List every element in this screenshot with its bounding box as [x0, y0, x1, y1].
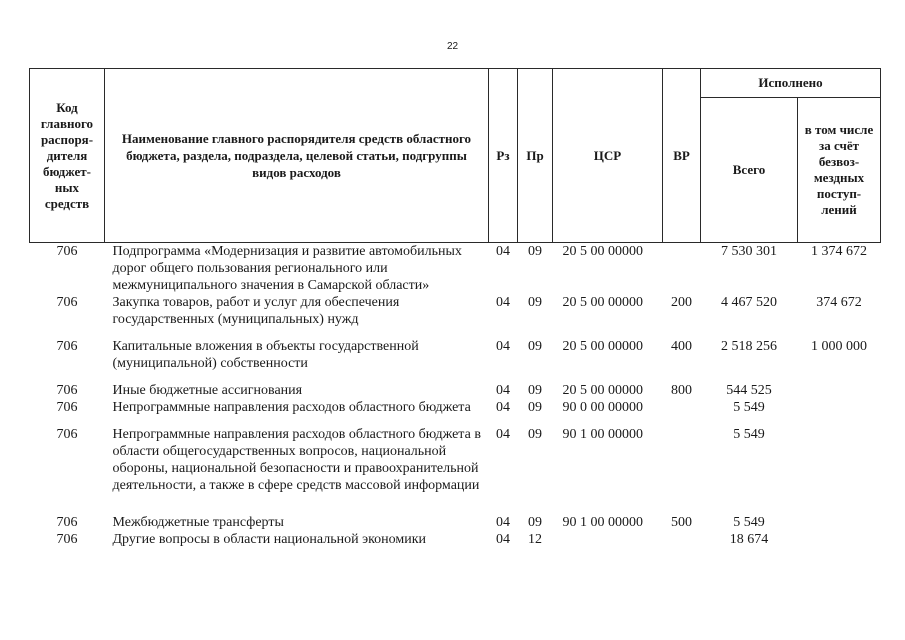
header-csr: ЦСР	[553, 69, 663, 243]
cell-pr: 09	[528, 427, 542, 442]
cell-rz: 04	[496, 532, 510, 547]
cell-name: Другие вопросы в области национальной экономики	[112, 532, 427, 547]
header-code: Код главного распоря-дителя бюджет-ных средств	[30, 69, 105, 243]
table-row	[30, 426, 881, 514]
cell-csr: 90 1 00 00000	[562, 427, 643, 442]
table-row	[30, 399, 881, 426]
cell-name: Иные бюджетные ассигнования	[112, 383, 303, 398]
cell-rz: 04	[496, 244, 510, 259]
cell-vr	[663, 531, 701, 548]
cell-total: 5 549	[733, 400, 765, 415]
cell-total: 544 525	[726, 383, 772, 398]
cell-pr: 09	[528, 515, 542, 530]
cell-vr: 800	[671, 383, 692, 398]
cell-bezv: 374 672	[816, 295, 862, 310]
cell-bezv	[798, 514, 881, 531]
table-row	[30, 514, 881, 531]
cell-vr: 400	[671, 339, 692, 354]
cell-name: Межбюджетные трансферты	[112, 515, 284, 530]
budget-table	[29, 68, 881, 548]
cell-csr: 90 1 00 00000	[562, 515, 643, 530]
cell-name: Непрограммные направления расходов областного бюджета в области общегосударственных вопросов, национальной обороны, национальной безопасности и правоохранительной деятельности, а также в сфере средств массовой информации	[112, 427, 481, 493]
header-ispolneno: Исполнено	[701, 69, 881, 98]
table-row	[30, 382, 881, 399]
cell-vr: 200	[671, 295, 692, 310]
cell-bezv: 1 374 672	[811, 244, 867, 259]
cell-rz: 04	[496, 339, 510, 354]
cell-bezv	[798, 426, 881, 514]
cell-code: 706	[56, 427, 78, 442]
cell-pr: 09	[528, 400, 542, 415]
cell-csr: 20 5 00 00000	[562, 295, 643, 310]
cell-total: 5 549	[733, 427, 765, 442]
cell-code: 706	[56, 244, 78, 259]
cell-pr: 09	[528, 339, 542, 354]
header-vr: ВР	[663, 69, 701, 243]
cell-csr: 20 5 00 00000	[562, 244, 643, 259]
cell-vr	[663, 426, 701, 514]
table-row	[30, 338, 881, 382]
cell-name: Непрограммные направления расходов областного бюджета	[112, 400, 471, 415]
cell-name: Капитальные вложения в объекты государственной (муниципальной) собственности	[112, 339, 419, 371]
cell-csr: 20 5 00 00000	[562, 383, 643, 398]
cell-bezv	[798, 531, 881, 548]
table-row	[30, 294, 881, 338]
cell-vr	[663, 243, 701, 295]
cell-pr: 09	[528, 244, 542, 259]
cell-code: 706	[56, 295, 78, 310]
cell-total: 18 674	[729, 532, 769, 547]
cell-pr: 09	[528, 295, 542, 310]
cell-code: 706	[56, 339, 78, 354]
cell-rz: 04	[496, 515, 510, 530]
table-header	[30, 69, 881, 243]
cell-vr	[663, 399, 701, 426]
cell-pr: 09	[528, 383, 542, 398]
cell-csr: 90 0 00 00000	[562, 400, 643, 415]
cell-rz: 04	[496, 400, 510, 415]
cell-code: 706	[56, 383, 78, 398]
cell-total: 4 467 520	[721, 295, 777, 310]
cell-csr: 20 5 00 00000	[562, 339, 643, 354]
header-rz: Рз	[489, 69, 518, 243]
table-row	[30, 243, 881, 295]
cell-code: 706	[56, 400, 78, 415]
cell-total: 5 549	[733, 515, 765, 530]
header-pr: Пр	[518, 69, 553, 243]
cell-bezv: 1 000 000	[811, 339, 867, 354]
cell-bezv	[798, 382, 881, 399]
table-row	[30, 531, 881, 548]
cell-total: 2 518 256	[721, 339, 777, 354]
cell-rz: 04	[496, 427, 510, 442]
cell-pr: 12	[528, 532, 542, 547]
cell-rz: 04	[496, 295, 510, 310]
header-total: Всего	[701, 98, 798, 243]
cell-code: 706	[56, 532, 78, 547]
header-bezv: в том числе за счёт безвоз-мездных поступ-лений	[798, 98, 881, 243]
table-body	[30, 243, 881, 549]
cell-name: Подпрограмма «Модернизация и развитие автомобильных дорог общего пользования регионального или межмуниципального значения в Самарской области»	[112, 244, 462, 293]
page-number: 22	[446, 41, 459, 52]
cell-name: Закупка товаров, работ и услуг для обеспечения государственных (муниципальных) нужд	[112, 295, 400, 327]
cell-total: 7 530 301	[721, 244, 777, 259]
header-name: Наименование главного распорядителя средств областного бюджета, раздела, подраздела, целевой статьи, подгруппы видов расходов	[105, 69, 489, 243]
cell-code: 706	[56, 515, 78, 530]
cell-vr: 500	[671, 515, 692, 530]
cell-csr	[553, 531, 663, 548]
cell-bezv	[798, 399, 881, 426]
cell-rz: 04	[496, 383, 510, 398]
